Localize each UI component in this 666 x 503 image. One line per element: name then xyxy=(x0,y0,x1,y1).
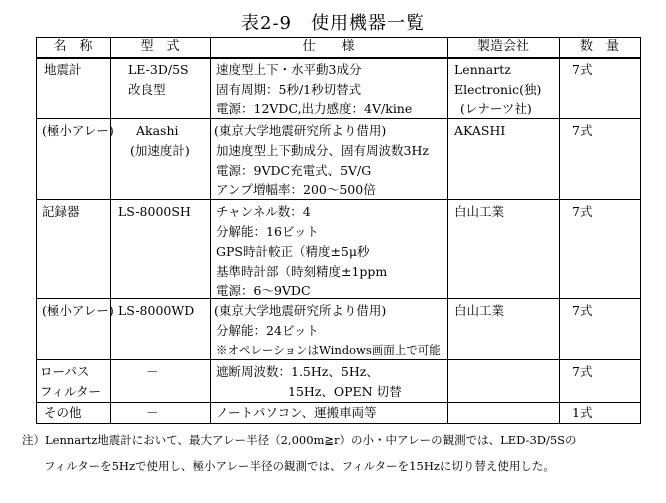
row3-model-line: LS-8000SH xyxy=(118,204,191,219)
row3-spec-line: GPS時計較正（精度±5μ秒 xyxy=(216,244,370,259)
page-title: 表2-9 使用機器一覧 xyxy=(241,13,425,34)
row6-model-line: － xyxy=(146,405,159,420)
row2-qty: 7式 xyxy=(572,123,593,138)
row-divider xyxy=(36,298,640,299)
table-border-bottom xyxy=(36,423,640,424)
row3-spec-line: 分解能：16ビット xyxy=(216,224,319,239)
column-divider xyxy=(110,37,111,424)
row3-maker-line: 白山工業 xyxy=(454,204,505,219)
column-divider xyxy=(210,37,211,424)
row4-spec-line: (東京大学地震研究所より借用) xyxy=(214,303,387,318)
row1-name: 地震計 xyxy=(44,62,82,77)
footnote-line: 注）Lennartz地震計において、最大アレー半径（2,000m≧r）の小・中アレーの観測では、LED-3D/5Sの xyxy=(22,433,577,447)
row2-model-line: Akashi xyxy=(136,123,179,138)
row1-spec-line: 速度型上下・水平動3成分 xyxy=(216,62,362,77)
row1-maker-line: Electronic(独) xyxy=(454,82,542,97)
row2-name: (極小アレー) xyxy=(42,123,114,138)
row1-model-line: 改良型 xyxy=(128,82,166,97)
row4-maker-line: 白山工業 xyxy=(454,303,505,318)
row5-name-line: ローパス xyxy=(40,364,90,379)
row3-spec-line: 電源：6～9VDC xyxy=(216,283,311,298)
row1-model-line: LE-3D/5S xyxy=(128,62,189,77)
row6-spec-line: ノートパソコン、運搬車両等 xyxy=(216,405,377,420)
row2-model-line: (加速度計) xyxy=(130,143,190,158)
row3-spec-line: 基準時計部（時刻精度±1ppm xyxy=(216,264,388,279)
column-divider xyxy=(447,37,448,424)
row4-name: (極小アレー) xyxy=(42,303,114,318)
row4-model-line: LS-8000WD xyxy=(118,303,195,318)
column-divider xyxy=(559,37,560,424)
table-border-left xyxy=(36,37,37,424)
row4-spec-line: 分解能：24ビット xyxy=(216,323,319,338)
row4-qty: 7式 xyxy=(572,303,593,318)
row1-spec-line: 固有周期：5秒/1秒切替式 xyxy=(216,82,362,97)
row6-name: その他 xyxy=(44,405,82,420)
row5-qty: 7式 xyxy=(572,364,593,379)
row2-spec-line: 加速度型上下動成分、固有周波数3Hz xyxy=(216,143,429,158)
header-divider xyxy=(36,57,640,59)
row1-qty: 7式 xyxy=(572,62,593,77)
row2-spec-line: 電源：9VDC充電式、5V/G xyxy=(216,163,372,178)
row3-spec-line: チャンネル数：4 xyxy=(216,204,311,219)
header-qty: 数 量 xyxy=(579,39,619,54)
row5-name-line: フィルター xyxy=(40,384,102,399)
row2-spec-line: (東京大学地震研究所より借用) xyxy=(214,123,387,138)
row1-maker-line: Lennartz xyxy=(454,62,511,77)
table-border-right xyxy=(640,37,641,424)
row5-spec-line: 15Hz、OPEN 切替 xyxy=(288,384,402,399)
header-spec: 仕 様 xyxy=(302,39,355,54)
row5-spec-line: 遮断周波数：1.5Hz、5Hz、 xyxy=(216,364,379,379)
footnote-line: フィルターを5Hzで使用し、極小アレー半径の観測では、フィルターを15Hzに切り替え使用した。 xyxy=(44,459,555,473)
row4-spec-line: ※オペレーションはWindows画面上で可能 xyxy=(216,343,441,357)
row2-spec-line: アンプ増幅率：200～500倍 xyxy=(216,182,376,197)
row6-qty: 1式 xyxy=(572,405,593,420)
row5-model-line: － xyxy=(146,364,159,379)
header-model: 型 式 xyxy=(140,39,180,54)
row2-maker-line: AKASHI xyxy=(454,123,506,138)
row1-spec-line: 電源：12VDC,出力感度：4V/kine xyxy=(216,101,413,116)
header-name: 名 称 xyxy=(53,39,93,54)
row3-name: 記録器 xyxy=(42,204,80,219)
row3-qty: 7式 xyxy=(572,204,593,219)
row1-maker-line: (レナーツ社) xyxy=(460,101,532,116)
header-maker: 製造会社 xyxy=(476,39,529,54)
